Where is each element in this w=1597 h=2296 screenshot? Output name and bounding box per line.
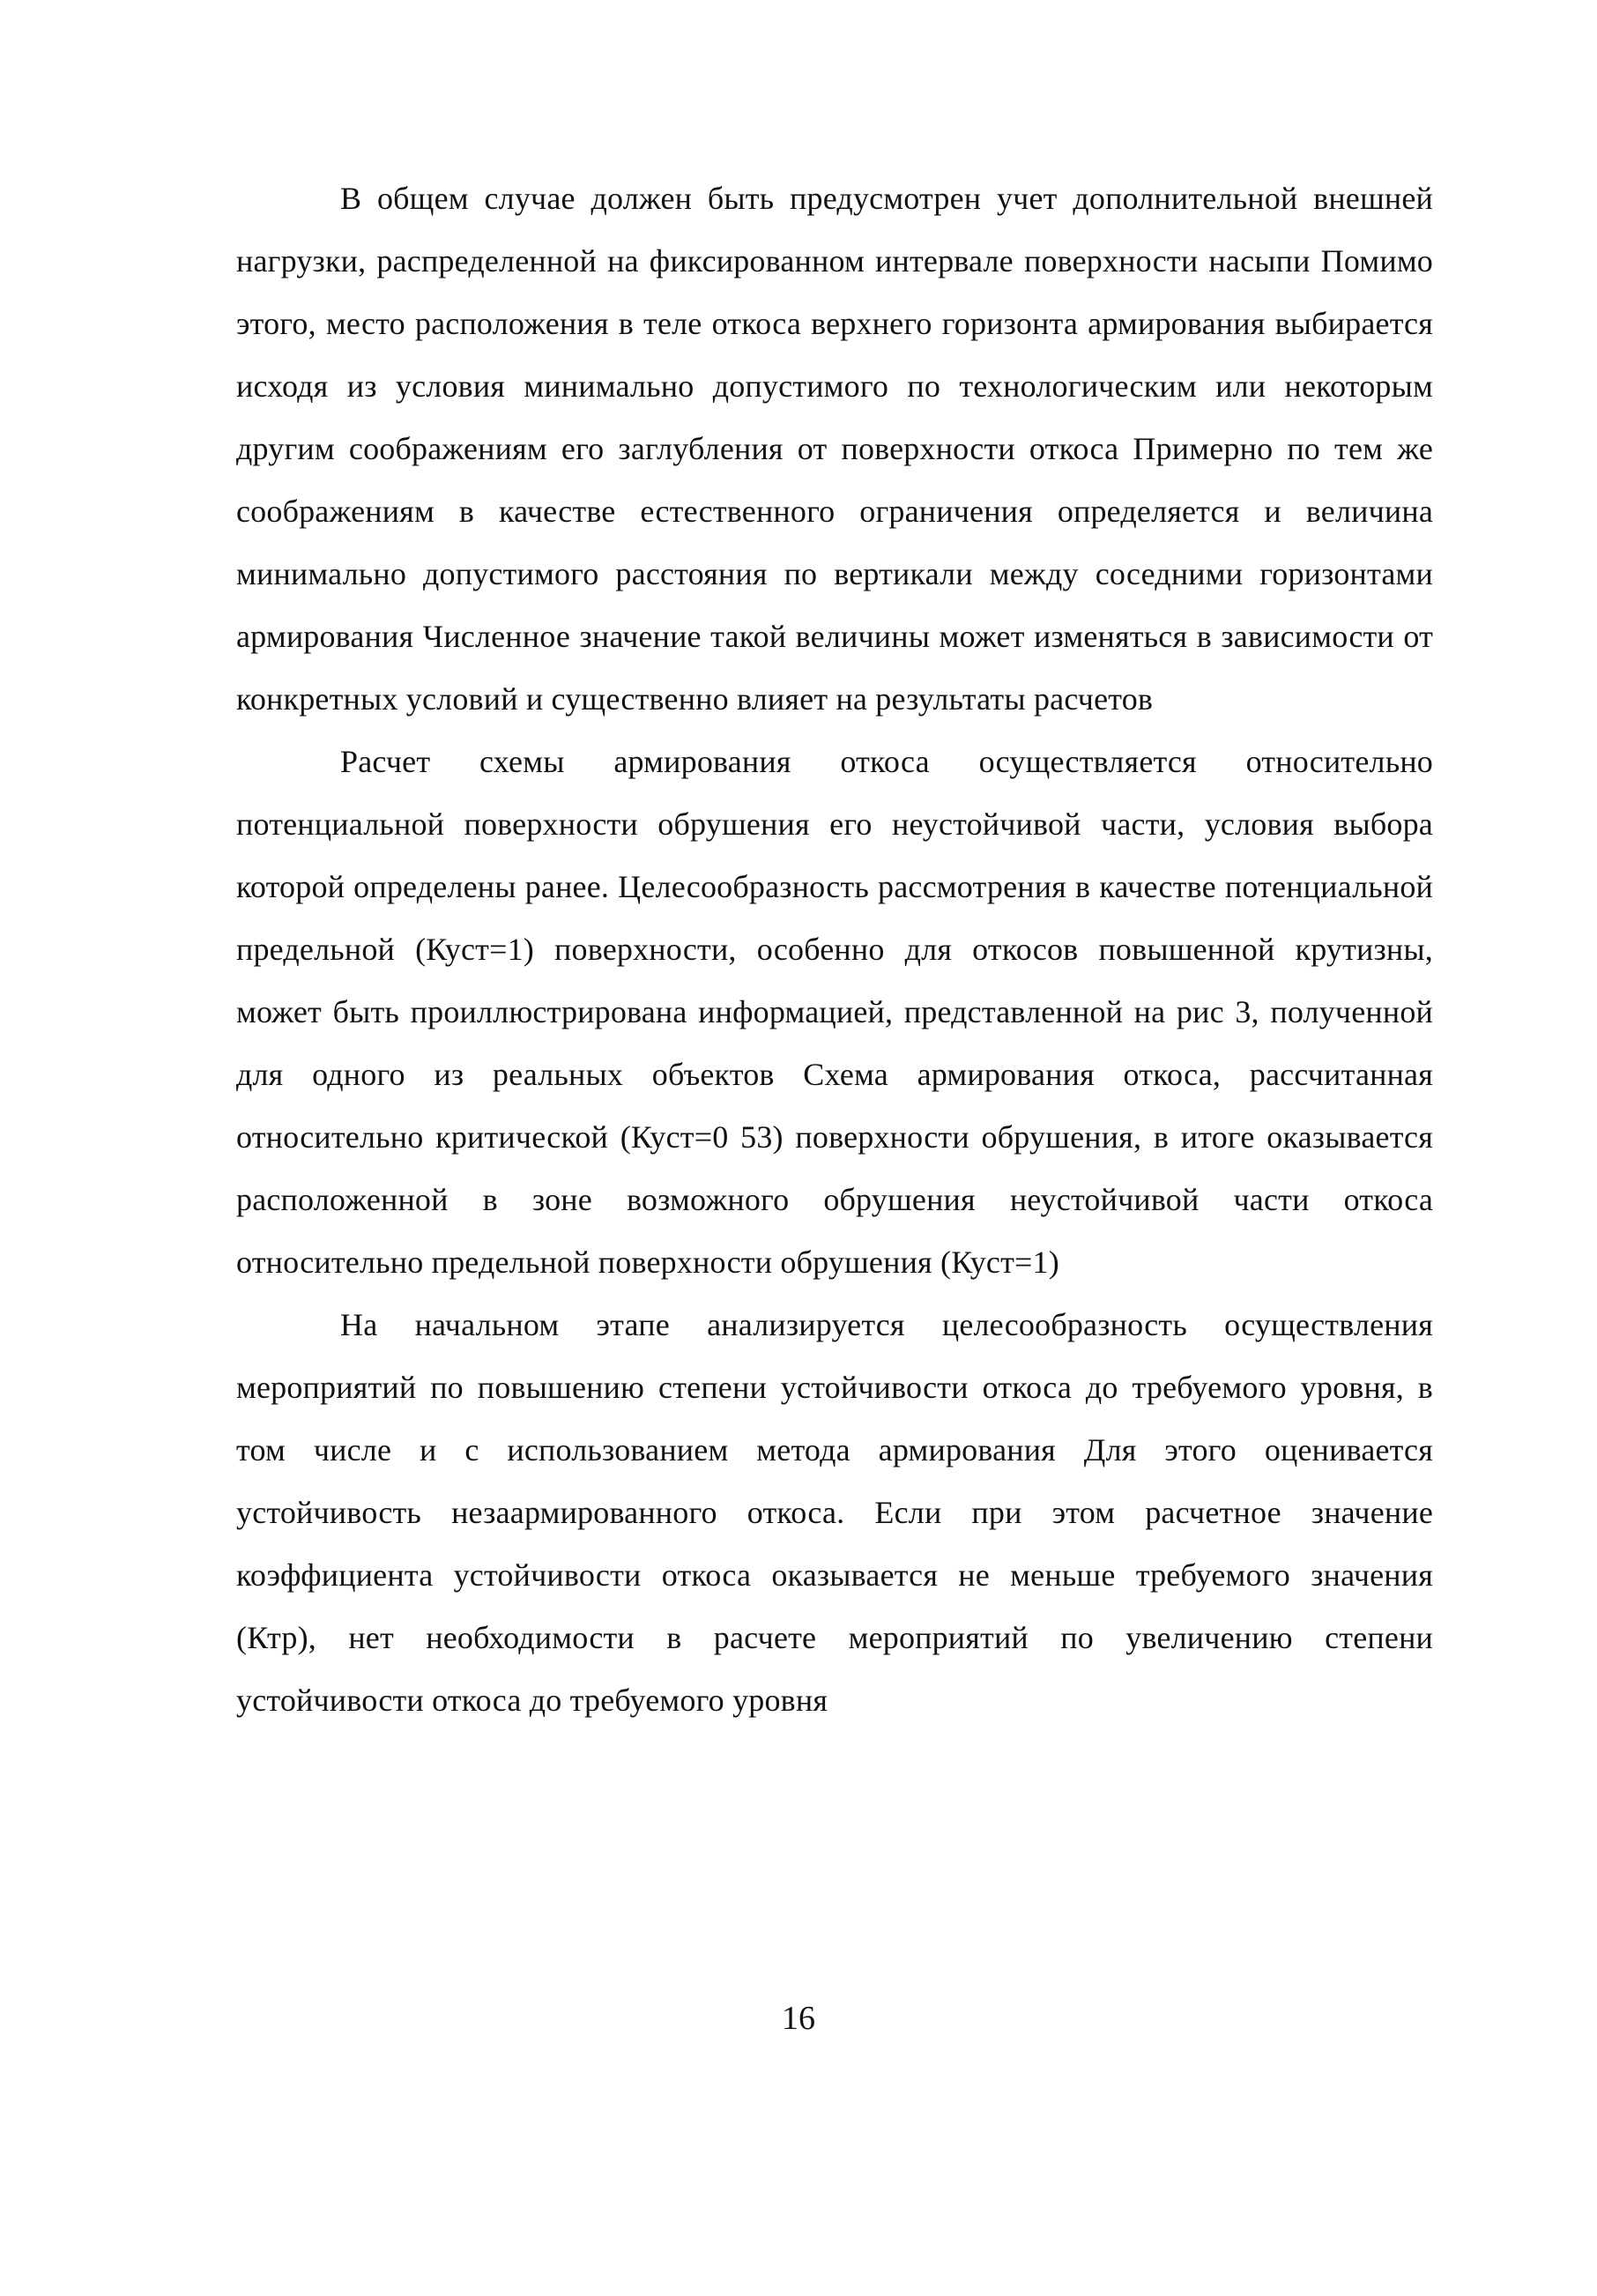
body-text [236,167,1433,1732]
paragraph-1: В общем случае должен быть предусмотрен учет дополнительной внешней нагрузки, распределенной на фиксированном интервале поверхности насыпи Помимо этого, место расположения в теле откоса верхнего горизонта армирования выбирается исходя из условия минимально допустимого по технологическим или некоторым другим соображениям его заглубления от поверхности откоса Примерно по тем же соображениям в качестве естественного ограничения определяется и величина минимально допустимого расстояния по вертикали между соседними горизонтами армирования Численное значение такой величины может изменяться в зависимости от конкретных условий и существенно влияет на результаты расчетов [236,181,1433,717]
paragraph-2: Расчет схемы армирования откоса осуществляется относительно потенциальной поверхности обрушения его неустойчивой части, условия выбора которой определены ранее. Целесообразность рассмотрения в качестве потенциальной предельной (Куст=1) поверхности, особенно для откосов повышенной крутизны, может быть проиллюстрирована информацией, представленной на рис 3, полученной для одного из реальных объектов Схема армирования откоса, рассчитанная относительно критической (Куст=0 53) поверхности обрушения, в итоге оказывается расположенной в зоне возможного обрушения неустойчивой части откоса относительно предельной поверхности обрушения (Куст=1) [236,744,1433,1280]
page-number: 16 [782,2000,815,2037]
paragraph-3: На начальном этапе анализируется целесообразность осуществления мероприятий по повышению степени устойчивости откоса до требуемого уровня, в том числе и с использованием метода армирования Для этого оценивается устойчивость незаармированного откоса. Если при этом расчетное значение коэффициента устойчивости откоса оказывается не меньше требуемого значения (Ктр), нет необходимости в расчете мероприятий по увеличению степени устойчивости откоса до требуемого уровня [236,1307,1433,1718]
